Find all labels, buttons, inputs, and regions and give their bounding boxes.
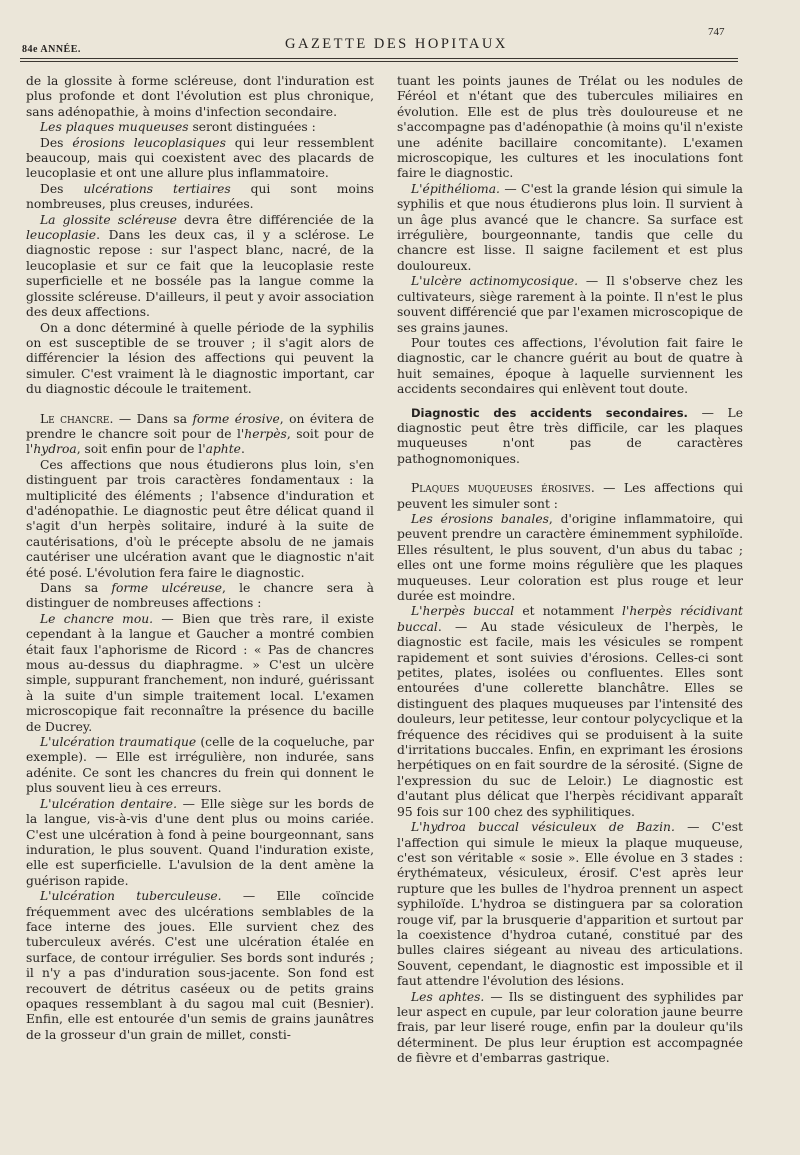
edition-label: 84e ANNÉE. — [22, 44, 81, 55]
page-number: 747 — [708, 26, 725, 38]
right-column — [397, 74, 743, 1067]
section-plaques-muqueuses: Plaques muqueuses érosives. — Les affections qui peuvent les simuler sont : — [397, 481, 743, 511]
paragraph: de la glossite à forme scléreuse, dont l'induration est plus profonde et dont l'évolution est plus chronique, sans adénopathie, à moins d'infection secondaire. — [26, 74, 374, 119]
paragraph: Des érosions leucoplasiques qui leur ressemblent beaucoup, mais qui coexistent avec des placards de leucoplasie et ont une allure plus inflammatoire. — [26, 135, 374, 181]
paragraph: Des ulcérations tertiaires qui sont moins nombreuses, plus creuses, indurées. — [26, 181, 374, 212]
section-accidents-secondaires: Diagnostic des accidents secondaires. — Le diagnostic peut être très difficile, car les plaques muqueuses n'ont pas de caractères pathognomoniques. — [397, 405, 744, 466]
paragraph: Dans sa forme ulcéreuse, le chancre sera à distinguer de nombreuses affections : — [26, 581, 375, 611]
header-rule-bottom — [20, 61, 738, 62]
paragraph: Le chancre mou. — Bien que très rare, il existe cependant à la langue et Gaucher a montré combien était faux l'aphorisme de Ricord : « Pas de chancres mous au-dessus du diaphragme. » C'est un ulcère simple, suppurant franchement, non induré, guérissant à la suite d'un simple traitement local. L'examen microscopique fait reconnaître la présence du bacille de Ducrey. — [26, 611, 374, 734]
paragraph: L'ulcération traumatique (celle de la coqueluche, par exemple). — Elle est irrégulière, non indurée, sans adénite. Ce sont les chancres du frein qui donnent le plus souvent lieu à ces erreurs. — [26, 735, 374, 796]
paragraph: L'épithélioma. — C'est la grande lésion qui simule la syphilis et que nous étudierons plus loin. Il survient à un âge plus avancé que le chancre. Sa surface est irrégulière, bourgeonnante, tandis que celle du chancre est lisse. Il saigne facilement et est plus douloureux. — [397, 181, 743, 273]
paragraph: tuant les points jaunes de Trélat ou les nodules de Féréol et n'étant que des tubercules miliaires en évolution. Elle est de plus très douloureuse et ne s'accompagne pas d'adénopathie (à moins qu'il n'existe une adénite bacillaire concomitante). L'examen microscopique, les cultures et les inoculations font faire le diagnostic. — [397, 74, 743, 181]
paragraph: L'ulcération dentaire. — Elle siège sur les bords de la langue, vis-à-vis d'une dent plus ou moins cariée. C'est une ulcération à fond à peine bourgeonnant, sans induration, le plus souvent. Quand l'induration existe, elle est superficielle. L'avulsion de la dent amène la guérison rapide. — [26, 796, 375, 888]
paragraph: Les plaques muqueuses seront distinguées : — [40, 120, 316, 135]
paragraph: Les aphtes. — Ils se distinguent des syphilides par leur aspect en cupule, par leur coloration jaune beurre frais, par leur liseré rouge, enfin par la douleur qu'ils déterminent. De plus leur éruption est accompagnée de fièvre et d'embarras gastrique. — [397, 989, 743, 1066]
paragraph: L'ulcère actinomycosique. — Il s'observe chez les cultivateurs, siège rarement à la pointe. Il n'est le plus souvent différencié que par l'examen microscopique de ses grains jaunes. — [397, 274, 743, 335]
paragraph: Pour toutes ces affections, l'évolution fait faire le diagnostic, car le chancre guérit au bout de quatre à huit semaines, époque à laquelle surviennent les accidents secondaires qui enlèvent tout doute. — [397, 335, 743, 397]
header-rule-top — [20, 58, 738, 59]
paragraph: On a donc déterminé à quelle période de la syphilis on est susceptible de se trouver ; il s'agit alors de différencier la lésion des affections qui peuvent la simuler. C'est vraiment là le diagnostic important, car du diagnostic découle le traitement. — [26, 320, 374, 397]
paragraph: La glossite scléreuse devra être différenciée de la leucoplasie. Dans les deux cas, il y a sclérose. Le diagnostic repose : sur l'aspect blanc, nacré, de la leucoplasie et sur ce fait que la leucoplasie reste superficielle et ne bosséle pas la langue comme la glossite scléreuse. D'ailleurs, il peut y avoir association des deux affections. — [26, 212, 374, 320]
paragraph: L'ulcération tuberculeuse. — Elle coïncide fréquemment avec des ulcérations semblables de la face interne des joues. Elle survient chez des tuberculeux avérés. C'est une ulcération étalée en surface, de contour irrégulier. Ses bords sont indurés ; il n'y a pas d'induration sous-jacente. Son fond est recouvert de détritus caséeux ou de petits grains opaques ressemblant à du sagou mal cuit (Besnier). Enfin, elle est entourée d'un semis de grains jaunâtres de la grosseur d'un grain de millet, consti- — [26, 889, 374, 1042]
left-column — [26, 74, 374, 1043]
paragraph: L'hydroa buccal vésiculeux de Bazin. — C'est l'affection qui simule le mieux la plaque muqueuse, c'est son véritable « sosie ». Elle évolue en 3 stades : érythémateux, vésiculeux, érosif. C'est après leur rupture que les bulles de l'hydroa prennent un aspect syphiloïde. L'hydroa se distinguera par sa coloration rouge vif, par la brusquerie d'apparition et surtout par la coexistence d'hydroa cutané, constitué par des bulles claires siégeant au niveau des articulations. Souvent, cependant, le diagnostic est impossible et il faut attendre l'évolution des lésions. — [397, 820, 743, 989]
paragraph: L'herpès buccal et notamment l'herpès récidivant buccal. — Au stade vésiculeux de l'herpès, le diagnostic est facile, mais les vésicules se rompent rapidement et sont suivies d'érosions. Celles-ci sont petites, plates, isolées ou confluentes. Elles sont entourées d'une collerette blanchâtre. Elles se distinguent des plaques muqueuses par l'intensité des douleurs, leur petitesse, leur contour polycyclique et la fréquence des récidives qui se produisent à la suite d'irritations buccales. Enfin, en exprimant les érosions herpétiques on en fait sourdre de la sérosité. (Signe de l'expression du suc de Leloir.) Le diagnostic est d'autant plus délicat que l'herpès récidivant apparaît 95 fois sur 100 chez des syphilitiques. — [397, 604, 743, 819]
paragraph: Les érosions banales, d'origine inflammatoire, qui peuvent prendre un caractère éminemment syphiloïde. Elles résultent, le plus souvent, d'un abus du tabac ; elles ont une forme moins régulière que les plaques muqueuses. Leur coloration est plus rouge et leur durée est moindre. — [397, 511, 743, 603]
journal-title: GAZETTE DES HOPITAUX — [285, 36, 508, 52]
paragraph: Ces affections que nous étudierons plus loin, s'en distinguent par trois caractères fondamentaux : la multiplicité des éléments ; l'absence d'induration et d'adénopathie. Le diagnostic peut être délicat quand il s'agit d'un herpès solitaire, induré à la suite de cautérisations, d'où le précepte absolu de ne jamais cautériser une ulcération avant que le diagnostic n'ait été posé. L'évolution fera faire le diagnostic. — [26, 457, 374, 580]
section-chancre: Le chancre. — Dans sa forme érosive, on évitera de prendre le chancre soit pour de l'herpès, soit pour de l'hydroa, soit enfin pour de l'aphte. — [26, 411, 374, 457]
